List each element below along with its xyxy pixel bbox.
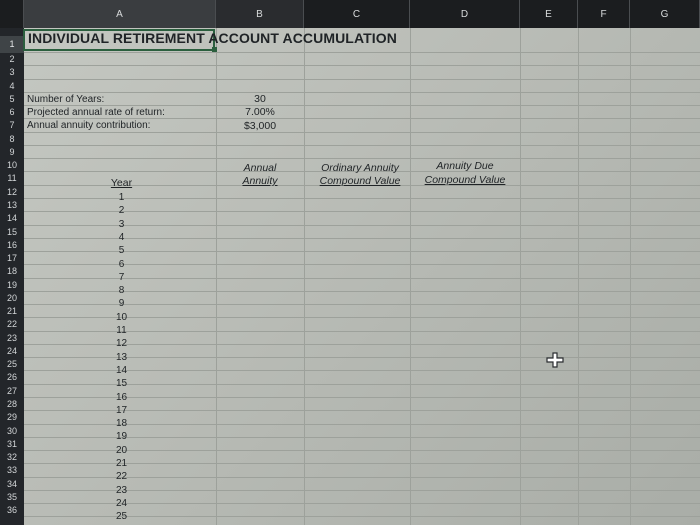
row-header-16[interactable]: 16 bbox=[6, 239, 17, 250]
column-header-e[interactable]: E bbox=[520, 0, 578, 28]
row-header-29[interactable]: 29 bbox=[6, 412, 17, 423]
column-header-bar bbox=[0, 0, 700, 28]
year-cell[interactable]: 25 bbox=[115, 511, 128, 523]
year-cell[interactable]: 24 bbox=[115, 497, 128, 509]
row-header-21[interactable]: 21 bbox=[6, 306, 17, 317]
row-header-3[interactable]: 3 bbox=[9, 67, 15, 78]
row-header-33[interactable]: 33 bbox=[6, 465, 17, 476]
column-gridline bbox=[216, 28, 217, 525]
year-cell[interactable]: 5 bbox=[118, 245, 125, 257]
row-header-13[interactable]: 13 bbox=[6, 199, 17, 210]
year-cell[interactable]: 20 bbox=[115, 444, 128, 456]
row-header-27[interactable]: 27 bbox=[6, 385, 17, 396]
header-ordinary-line1[interactable]: Ordinary Annuity bbox=[321, 162, 399, 174]
column-gridline bbox=[410, 28, 411, 525]
row-header-36[interactable]: 36 bbox=[6, 505, 17, 516]
header-due-line1[interactable]: Annuity Due bbox=[436, 160, 494, 172]
year-cell[interactable]: 18 bbox=[115, 418, 128, 430]
row-header-24[interactable]: 24 bbox=[6, 345, 17, 356]
value-rate-of-return[interactable]: 7.00% bbox=[245, 106, 275, 118]
label-rate-of-return[interactable]: Projected annual rate of return: bbox=[27, 107, 165, 118]
row-gridline bbox=[24, 79, 700, 80]
year-cell[interactable]: 1 bbox=[118, 192, 125, 203]
year-cell[interactable]: 7 bbox=[118, 271, 125, 283]
fill-handle[interactable] bbox=[212, 47, 217, 52]
year-cell[interactable]: 10 bbox=[115, 311, 128, 323]
plus-cursor-icon bbox=[545, 352, 565, 368]
year-cell[interactable]: 16 bbox=[115, 391, 128, 403]
column-header-c[interactable]: C bbox=[304, 0, 410, 28]
row-header-15[interactable]: 15 bbox=[6, 226, 17, 237]
row-header-23[interactable]: 23 bbox=[6, 332, 17, 343]
header-due-line2[interactable]: Compound Value bbox=[424, 174, 506, 186]
row-gridline bbox=[24, 52, 700, 53]
year-cell[interactable]: 4 bbox=[118, 231, 125, 243]
row-header-20[interactable]: 20 bbox=[6, 292, 17, 303]
row-header-12[interactable]: 12 bbox=[6, 186, 17, 197]
row-header-1[interactable]: 1 bbox=[0, 36, 24, 53]
year-cell[interactable]: 22 bbox=[115, 471, 128, 483]
column-gridline bbox=[520, 28, 521, 525]
row-header-30[interactable]: 30 bbox=[6, 425, 17, 436]
row-header-10[interactable]: 10 bbox=[6, 160, 17, 171]
row-gridline bbox=[24, 65, 700, 66]
sheet-title[interactable]: INDIVIDUAL RETIREMENT ACCOUNT ACCUMULATION bbox=[28, 30, 397, 46]
year-cell[interactable]: 12 bbox=[115, 338, 128, 350]
year-cell[interactable]: 23 bbox=[115, 484, 128, 496]
row-gridline bbox=[24, 145, 700, 146]
row-header-35[interactable]: 35 bbox=[6, 491, 17, 502]
row-header-25[interactable]: 25 bbox=[6, 359, 17, 370]
row-header-7[interactable]: 7 bbox=[9, 120, 15, 131]
value-annual-contribution[interactable]: $3,000 bbox=[243, 120, 277, 132]
year-cell[interactable]: 3 bbox=[118, 218, 125, 230]
row-header-2[interactable]: 2 bbox=[9, 54, 15, 64]
label-annual-contribution[interactable]: Annual annuity contribution: bbox=[27, 120, 151, 131]
row-header-11[interactable]: 11 bbox=[7, 173, 17, 184]
row-header-column bbox=[0, 28, 24, 525]
value-number-of-years[interactable]: 30 bbox=[254, 93, 266, 105]
row-gridline bbox=[24, 158, 700, 159]
year-cell[interactable]: 13 bbox=[115, 351, 128, 363]
row-header-6[interactable]: 6 bbox=[9, 107, 15, 118]
year-cell[interactable]: 6 bbox=[118, 258, 125, 270]
row-header-22[interactable]: 22 bbox=[6, 319, 17, 330]
year-cell[interactable]: 15 bbox=[115, 378, 128, 390]
select-all-corner[interactable] bbox=[0, 0, 24, 28]
row-header-14[interactable]: 14 bbox=[6, 213, 17, 224]
column-gridline bbox=[304, 28, 305, 525]
row-header-17[interactable]: 17 bbox=[6, 253, 17, 264]
row-header-5[interactable]: 5 bbox=[9, 93, 15, 104]
column-header-g[interactable]: G bbox=[630, 0, 700, 28]
row-header-9[interactable]: 9 bbox=[9, 146, 15, 157]
row-header-26[interactable]: 26 bbox=[6, 372, 17, 383]
year-cell[interactable]: 21 bbox=[115, 458, 128, 469]
year-cell[interactable]: 9 bbox=[118, 298, 125, 310]
column-gridline bbox=[578, 28, 579, 525]
year-cell[interactable]: 19 bbox=[115, 431, 128, 443]
row-gridline bbox=[24, 132, 700, 133]
column-gridline bbox=[630, 28, 631, 525]
column-header-f[interactable]: F bbox=[578, 0, 630, 28]
header-year[interactable]: Year bbox=[110, 177, 133, 189]
row-header-19[interactable]: 19 bbox=[6, 279, 17, 290]
year-cell[interactable]: 2 bbox=[118, 205, 125, 217]
year-cell[interactable]: 17 bbox=[115, 404, 128, 416]
header-ordinary-line2[interactable]: Compound Value bbox=[319, 175, 401, 187]
column-header-a[interactable]: A bbox=[24, 0, 216, 28]
header-annual-line2[interactable]: Annuity bbox=[242, 175, 278, 187]
row-header-31[interactable]: 31 bbox=[6, 438, 17, 449]
row-gridline bbox=[24, 92, 700, 93]
row-header-18[interactable]: 18 bbox=[6, 266, 17, 277]
year-cell[interactable]: 11 bbox=[116, 325, 127, 336]
row-header-28[interactable]: 28 bbox=[6, 399, 17, 410]
row-header-32[interactable]: 32 bbox=[6, 452, 17, 463]
row-header-8[interactable]: 8 bbox=[9, 133, 15, 144]
header-annual-line1[interactable]: Annual bbox=[243, 162, 277, 174]
year-cell[interactable]: 14 bbox=[115, 364, 128, 376]
row-gridline bbox=[24, 105, 700, 106]
label-number-of-years[interactable]: Number of Years: bbox=[27, 94, 105, 105]
column-header-d[interactable]: D bbox=[410, 0, 520, 28]
column-header-b[interactable]: B bbox=[216, 0, 304, 28]
row-header-34[interactable]: 34 bbox=[6, 478, 17, 489]
row-header-4[interactable]: 4 bbox=[9, 80, 15, 91]
year-cell[interactable]: 8 bbox=[118, 285, 125, 297]
